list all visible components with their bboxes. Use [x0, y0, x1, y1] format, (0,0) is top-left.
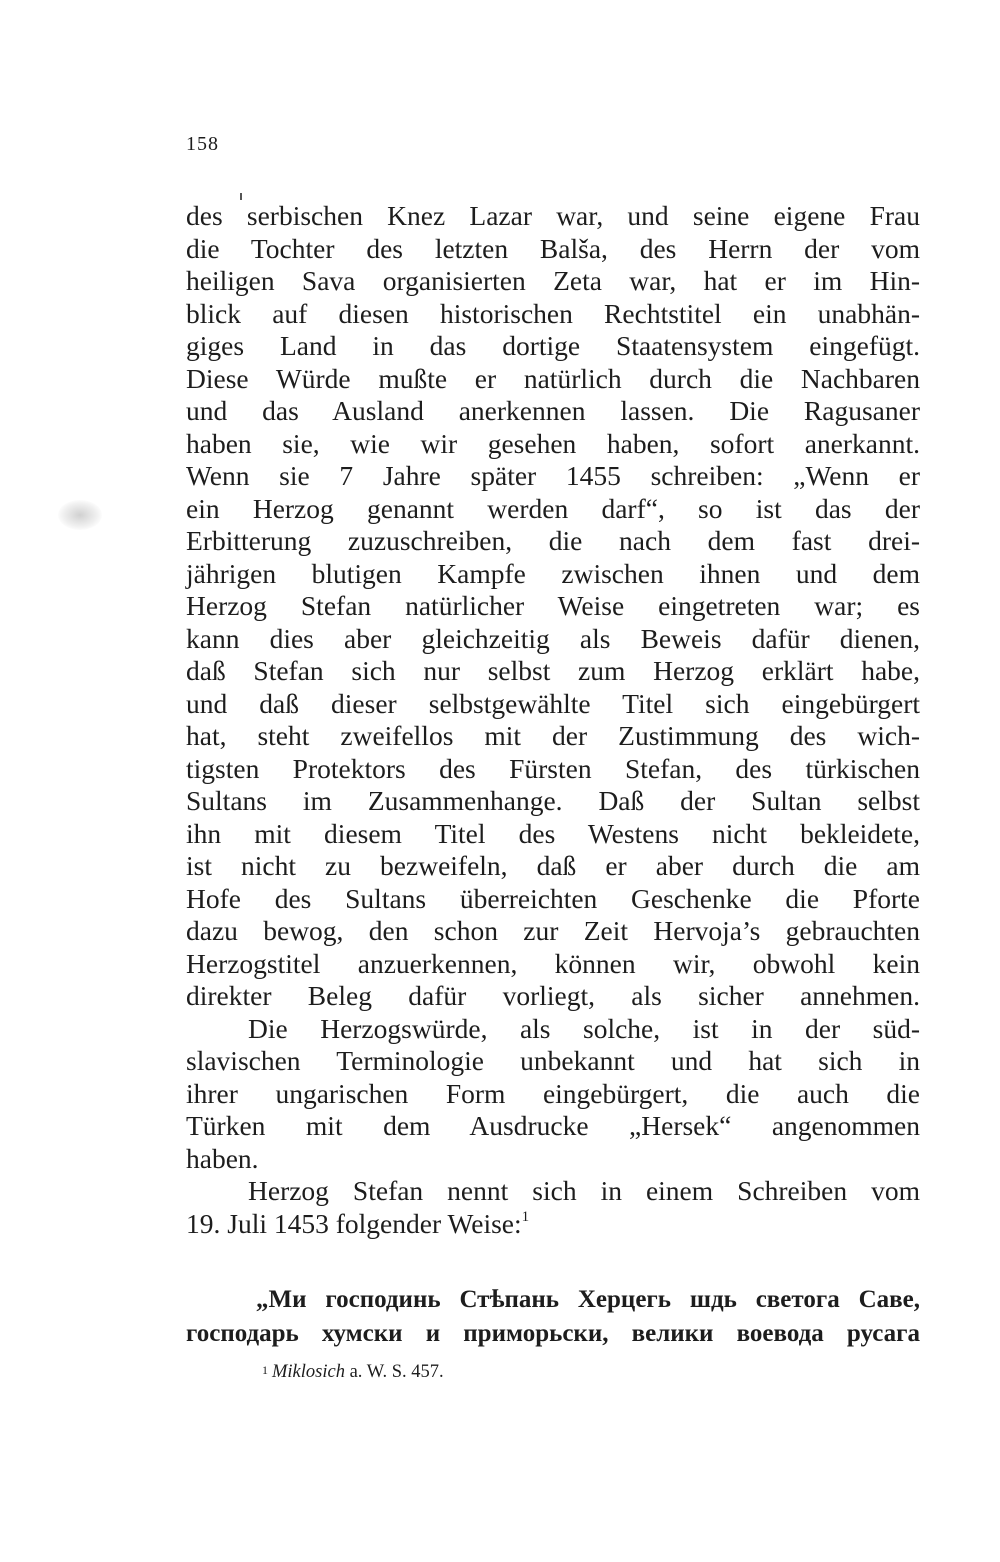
footnote-reference-text: a. W. S. 457. [344, 1362, 444, 1382]
page-smudge [58, 500, 102, 530]
body-line: kann dies aber gleichzeitig als Beweis dafür dienen, [186, 622, 920, 654]
body-line: ein Herzog genannt werden darf“, so ist das der [186, 492, 920, 524]
body-line: Die Herzogswürde, als solche, ist in der süd- [248, 1012, 920, 1044]
body-line: haben. [186, 1142, 259, 1174]
body-line: dazu bewog, den schon zur Zeit Hervoja’s gebrauchten [186, 915, 920, 946]
body-line-with-footnote [186, 1208, 920, 1241]
body-line: Hofe des Sultans überreichten Geschenke die Pforte [186, 882, 920, 914]
body-line: ihn mit diesem Titel des Westens nicht bekleidete, [186, 817, 920, 849]
body-line-text: 19. Juli 1453 folgender Weise: [186, 1207, 522, 1239]
cyrillic-quotation [186, 1283, 920, 1351]
page-number: 158 [186, 133, 219, 155]
footnote-author: Miklosich [272, 1362, 345, 1382]
footnote-mark: 1 [262, 1363, 268, 1377]
body-line: Türken mit dem Ausdrucke „Hersek“ angenommen [186, 1110, 920, 1141]
print-speck [240, 193, 242, 200]
footnote-reference: 1 [521, 1208, 530, 1225]
body-line: slavischen Terminologie unbekannt und hat sich in [186, 1045, 920, 1076]
body-line: des serbischen Knez Lazar war, und seine eigene Frau [186, 200, 920, 231]
footnote [262, 1362, 444, 1383]
body-line: die Tochter des letzten Balša, des Herrn der vom [186, 232, 920, 264]
body-line: und das Ausland anerkennen lassen. Die Ragusaner [186, 395, 920, 426]
body-line: Sultans im Zusammenhange. Daß der Sultan selbst [186, 785, 920, 816]
body-line: Herzogstitel anzuerkennen, können wir, obwohl kein [186, 947, 920, 979]
body-line: daß Stefan sich nur selbst zum Herzog erklärt habe, [186, 655, 920, 686]
body-line: direkter Beleg dafür vorliegt, als sicher annehmen. [186, 980, 920, 1011]
body-line: und daß dieser selbstgewählte Titel sich eingebürgert [186, 687, 920, 719]
body-line: ist nicht zu bezweifeln, daß er aber durch die am [186, 850, 920, 881]
body-line: hat, steht zweifellos mit der Zustimmung des wich- [186, 720, 920, 751]
quote-line: „Ми господинь Стѣпань Херцегь шдь светога Саве, [256, 1286, 920, 1313]
body-line: giges Land in das dortige Staatensystem eingefügt. [186, 330, 920, 361]
body-line: ihrer ungarischen Form eingebürgert, die auch die [186, 1077, 920, 1109]
body-line: heiligen Sava organisierten Zeta war, hat er im Hin- [186, 265, 920, 296]
body-line: Herzog Stefan nennt sich in einem Schreiben vom [248, 1175, 920, 1206]
body-line: blick auf diesen historischen Rechtstitel ein unabhän- [186, 297, 920, 329]
body-line: haben sie, wie wir gesehen haben, sofort anerkannt. [186, 427, 920, 459]
body-line: Diese Würde mußte er natürlich durch die Nachbaren [186, 362, 920, 394]
body-line: jährigen blutigen Kampfe zwischen ihnen und dem [186, 557, 920, 589]
body-line: Herzog Stefan natürlicher Weise eingetreten war; es [186, 590, 920, 621]
quote-line: господарь хумски и приморьски, велики воевода русага [186, 1320, 920, 1347]
body-line: Wenn sie 7 Jahre später 1455 schreiben: „Wenn er [186, 460, 920, 491]
body-line: tigsten Protektors des Fürsten Stefan, des türkischen [186, 752, 920, 784]
body-line: Erbitterung zuzuschreiben, die nach dem fast drei- [186, 525, 920, 556]
body-text [186, 200, 920, 1240]
